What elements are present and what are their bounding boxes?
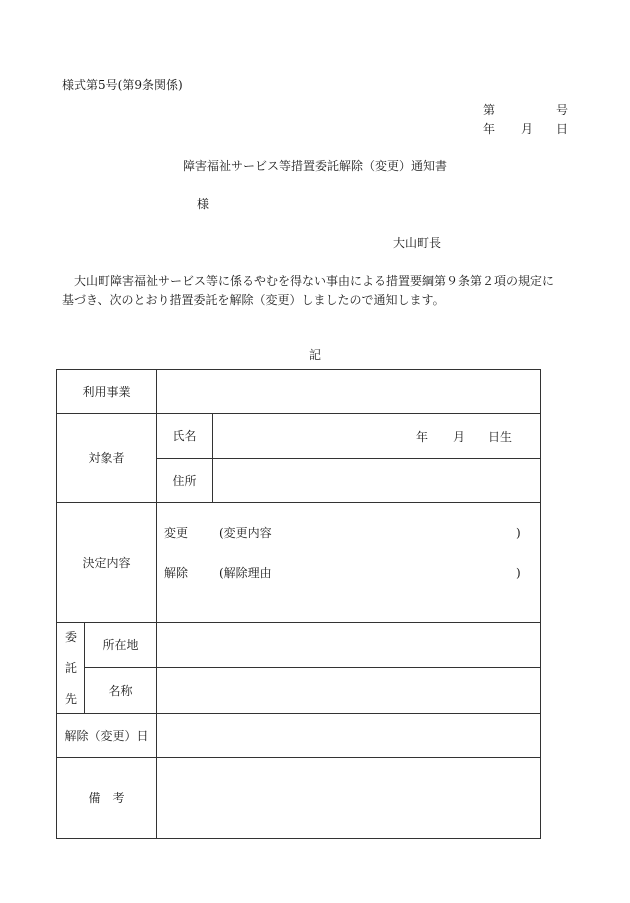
form-number: 様式第5号(第9条関係) [62,78,183,92]
name-label: 氏名 [172,429,197,443]
date-year-label: 年 [483,122,496,136]
cancel-label: 解除 [164,566,189,580]
company-name-label: 名称 [108,683,133,698]
notice-body-line-1: 大山町障害福祉サービス等に係るやむを得ない事由による措置要綱第９条第２項の規定に [74,274,555,288]
addressee-suffix: 様 [197,197,210,211]
cancel-detail-label: (解除理由 [219,566,272,580]
ki-heading: 記 [308,348,321,362]
remarks-value[interactable] [157,758,540,838]
business-label: 利用事業 [82,384,131,399]
location-value[interactable] [157,623,540,667]
doc-number-prefix: 第 [483,103,496,117]
sender-name: 大山町長 [393,236,442,250]
company-name-value[interactable] [157,668,540,713]
cancellation-date-label: 解除（変更）日 [64,728,149,743]
date-day-label: 日 [556,122,569,136]
birth-year-label: 年 [416,430,429,444]
change-close-paren: ) [516,526,521,540]
change-label: 変更 [164,526,189,540]
doc-number-suffix: 号 [556,103,569,117]
notice-body-line-2: 基づき、次のとおり措置委託を解除（変更）しましたので通知します。 [62,293,445,307]
cancel-close-paren: ) [516,566,521,580]
date-month-label: 月 [521,122,534,136]
document-title: 障害福祉サービス等措置委託解除（変更）通知書 [182,159,447,173]
birth-day-label: 日生 [488,430,513,444]
decision-label: 決定内容 [82,555,131,570]
remarks-label: 備 考 [88,791,125,805]
change-detail-label: (変更内容 [219,526,272,540]
location-label: 所在地 [102,638,139,652]
subject-label: 対象者 [88,451,125,465]
consignee-char-3: 先 [64,692,77,706]
address-value[interactable] [213,459,540,502]
birth-month-label: 月 [453,430,466,444]
consignee-char-2: 託 [64,661,77,675]
consignee-char-1: 委 [64,630,77,644]
business-value[interactable] [157,370,540,413]
address-label: 住所 [172,473,197,488]
cancellation-date-value[interactable] [157,714,540,757]
